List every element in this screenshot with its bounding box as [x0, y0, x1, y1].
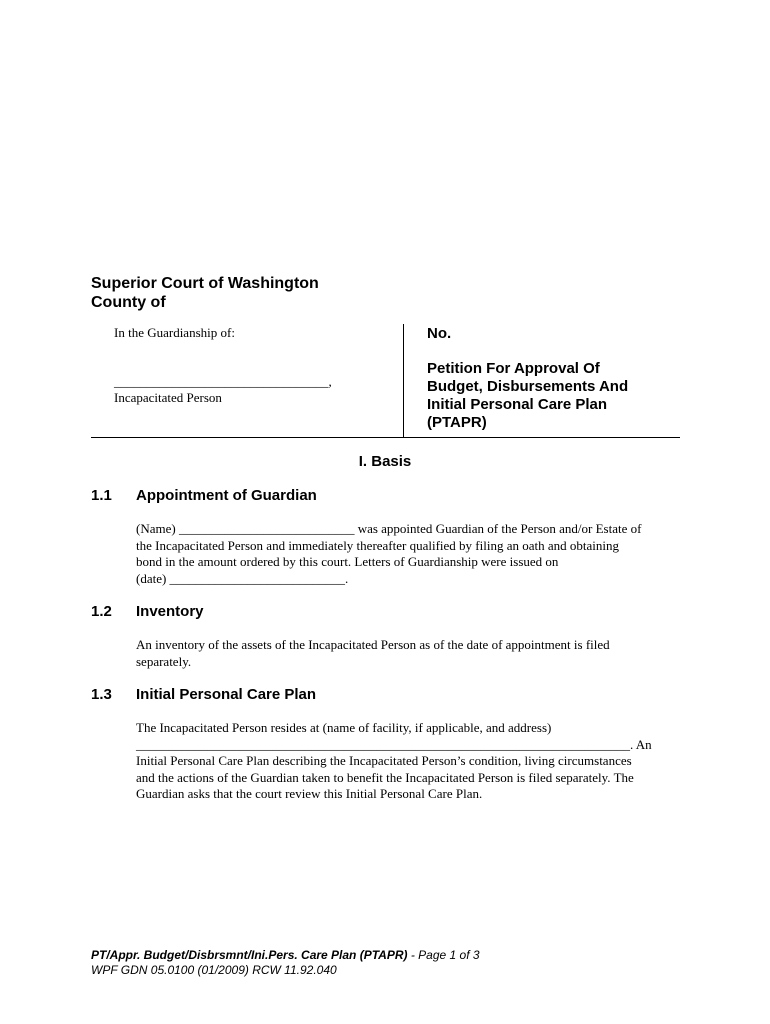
caption-divider-vertical: [403, 324, 404, 437]
body-line: (Name) ___________________________ was appointed Guardian of the Person and/or Estate of: [136, 521, 642, 536]
part-heading: I. Basis: [358, 453, 412, 470]
body-line: Guardian asks that the court review this Initial Personal Care Plan.: [136, 786, 483, 801]
footer-form-title: PT/Appr. Budget/Disbrsmnt/Ini.Pers. Care Plan (PTAPR): [91, 948, 408, 962]
body-line: the Incapacitated Person and immediately thereafter qualified by filing an oath and obtaining: [136, 537, 619, 553]
section-number: 1.1: [91, 487, 112, 504]
document-title-line: Petition For Approval Of: [427, 360, 600, 377]
body-line: ____________________________________________________________________________. An: [136, 736, 652, 752]
document-title-line: Initial Personal Care Plan: [427, 396, 608, 413]
page-footer: [91, 948, 480, 978]
county-line: County of: [91, 294, 166, 311]
court-name: Superior Court of Washington: [91, 275, 319, 292]
footer-line-1: [91, 948, 480, 963]
body-line: An inventory of the assets of the Incapacitated Person as of the date of appointment is filed: [136, 637, 610, 652]
body-line: The Incapacitated Person resides at (name of facility, if applicable, and address): [136, 720, 552, 735]
section-number: 1.2: [91, 603, 112, 620]
section-body: [136, 720, 672, 803]
section-body: [136, 637, 672, 670]
case-number-label: No.: [427, 325, 452, 342]
section-number: 1.3: [91, 686, 112, 703]
incapacitated-person-label: Incapacitated Person: [114, 390, 222, 405]
guardianship-label: In the Guardianship of:: [114, 325, 235, 340]
footer-page-info: - Page 1 of 3: [407, 948, 480, 962]
court-heading: [91, 274, 319, 312]
document-title-line: (PTAPR): [427, 414, 487, 431]
body-line: Initial Personal Care Plan describing the Incapacitated Person’s condition, living circumstances: [136, 753, 632, 768]
incapacitated-name-line: _________________________________,: [114, 374, 332, 389]
body-line: separately.: [136, 653, 192, 669]
document-title-line: Budget, Disbursements And: [427, 378, 629, 395]
caption-divider-horizontal: [91, 437, 680, 438]
body-line: and the actions of the Guardian taken to benefit the Incapacitated Person is filed separately. The: [136, 769, 634, 785]
section-body: [136, 521, 672, 587]
document-title: [427, 360, 677, 432]
section-title: Initial Personal Care Plan: [136, 686, 317, 703]
body-line: bond in the amount ordered by this court. Letters of Guardianship were issued on: [136, 554, 559, 569]
section-title: Appointment of Guardian: [136, 487, 317, 504]
body-line: (date) ___________________________.: [136, 570, 349, 586]
footer-form-code: WPF GDN 05.0100 (01/2009) RCW 11.92.040: [91, 963, 337, 977]
section-title: Inventory: [136, 603, 204, 620]
